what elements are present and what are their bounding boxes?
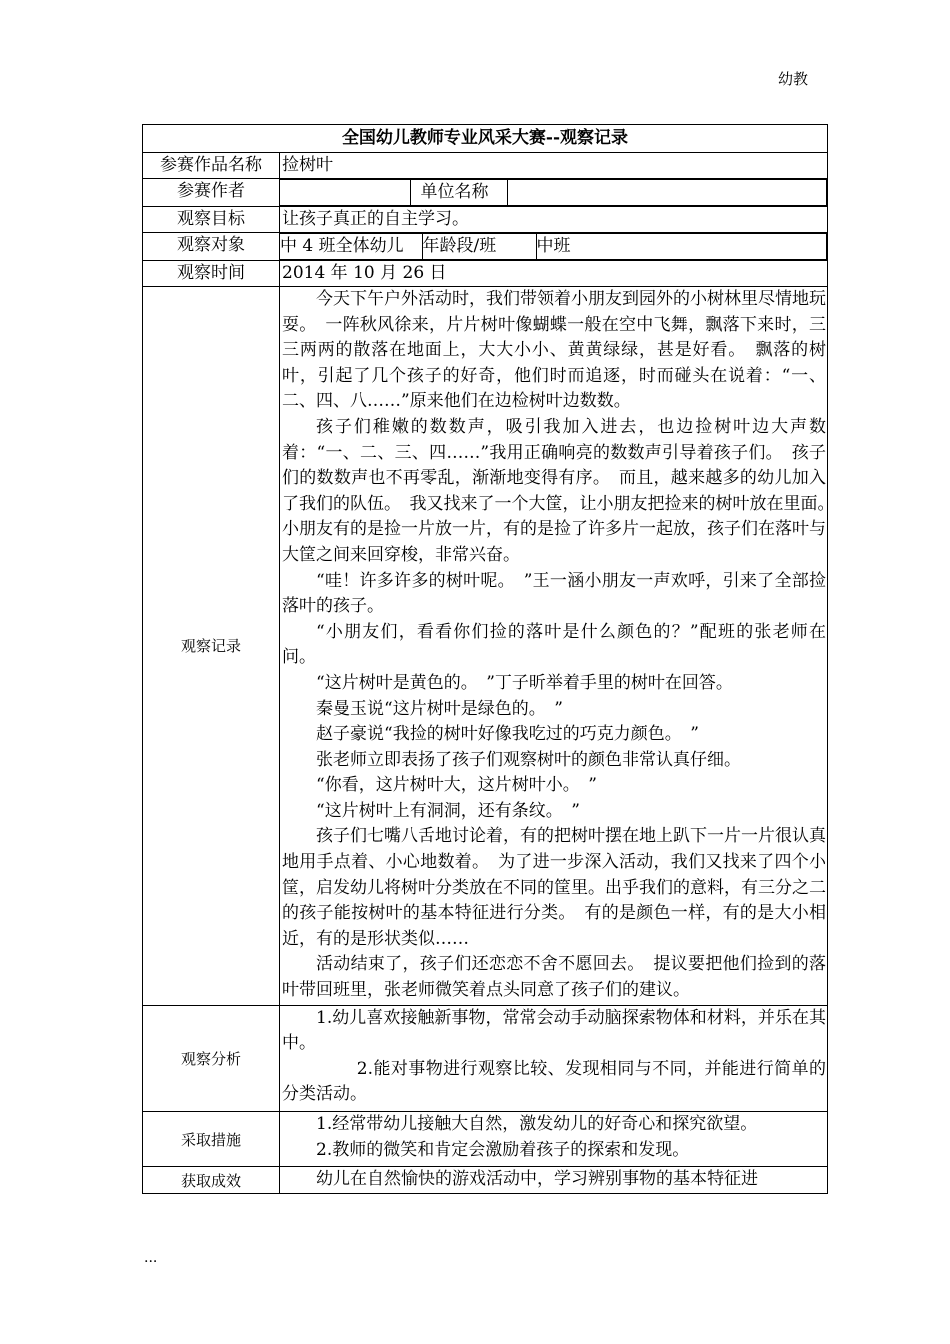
record-paragraph: “这片树叶是黄色的。 ”丁子昕举着手里的树叶在回答。 — [316, 672, 733, 693]
observation-record-table — [142, 124, 843, 1194]
unit-label: 单位名称 — [410, 180, 507, 206]
goal-value: 让孩子真正的自主学习。 — [280, 207, 828, 233]
author-unit-row — [280, 179, 827, 206]
measures-label: 采取措施 — [143, 1112, 280, 1167]
target-age-row — [280, 233, 827, 260]
analysis-label: 观察分析 — [143, 1005, 280, 1111]
age-value: 中班 — [536, 234, 827, 260]
age-label: 年龄段/班 — [422, 234, 536, 260]
record-paragraph: “这片树叶上有洞洞，还有条纹。 ” — [316, 800, 580, 821]
form-title: 全国幼儿教师专业风采大赛--观察记录 — [143, 125, 828, 153]
work-name-value: 捡树叶 — [280, 153, 828, 179]
results-label: 获取成效 — [143, 1167, 280, 1194]
record-paragraph: 张老师立即表扬了孩子们观察树叶的颜色非常认真仔细。 — [316, 749, 741, 770]
analysis-paragraph: 2.能对事物进行观察比较、发现相同与不同，并能进行简单的分类活动。 — [282, 1058, 826, 1105]
record-paragraph: “哇！许多许多的树叶呢。 ”王一涵小朋友一声欢呼，引来了全部捡落叶的孩子。 — [282, 570, 826, 617]
analysis-paragraph: 1.幼儿喜欢接触新事物，常常会动手动脑探索物体和材料，并乐在其中。 — [282, 1007, 826, 1054]
time-label: 观察时间 — [143, 261, 280, 287]
unit-value — [507, 180, 827, 206]
footer-dots: ... — [144, 1250, 158, 1266]
author-value — [280, 180, 410, 206]
record-paragraph: 今天下午户外活动时，我们带领着小朋友到园外的小树林里尽情地玩耍。 一阵秋风徐来，片片树叶像蝴蝶一般在空中飞舞，飘落下来时，三三两两的散落在地面上，大大小小、黄黄绿绿，甚是好看。 飘落的树叶，引起了几个孩子的好奇，他们时而追逐，时而碰头在说着：“一、二、四、八……”原来他们在边检树叶边数数。 — [282, 289, 826, 412]
target-label: 观察对象 — [143, 233, 280, 261]
record-paragraph: 孩子们七嘴八舌地讨论着，有的把树叶摆在地上趴下一片一片很认真地用手点着、小心地数着。 为了进一步深入活动，我们又找来了四个小筐，启发幼儿将树叶分类放在不同的筐里。出乎我们的意料，有三分之二的孩子能按树叶的基本特征进行分类。 有的是颜色一样，有的是大小相近，有的是形状类似…… — [282, 826, 826, 949]
author-label: 参赛作者 — [143, 179, 280, 207]
header-tag: 幼教 — [777, 70, 808, 88]
results-paragraph: 幼儿在自然愉快的游戏活动中，学习辨别事物的基本特征进 — [316, 1169, 758, 1190]
measures-paragraph: 1.经常带幼儿接触大自然，激发幼儿的好奇心和探究欲望。 — [316, 1114, 758, 1134]
time-value: 2014 年 10 月 26 日 — [280, 261, 828, 287]
record-paragraph: 孩子们稚嫩的数数声，吸引我加入进去，也边捡树叶边大声数着：“一、二、三、四……”我用正确响亮的数数声引导着孩子们。 孩子们的数数声也不再零乱，渐渐地变得有序。 而且，越来越多的幼儿加入了我们的队伍。 我又找来了一个大筐，让小朋友把捡来的树叶放在里面。 小朋友有的是捡一片放一片，有的是捡了许多片一起放，孩子们在落叶与大筐之间来回穿梭，非常兴奋。 — [282, 416, 843, 565]
work-name-label: 参赛作品名称 — [143, 153, 280, 179]
record-paragraph: 赵子豪说“我捡的树叶好像我吃过的巧克力颜色。 ” — [316, 724, 699, 745]
record-paragraph: 活动结束了，孩子们还恋恋不舍不愿回去。 提议要把他们捡到的落叶带回班里，张老师微笑着点头同意了孩子们的建议。 — [282, 954, 826, 1001]
analysis-content — [280, 1005, 828, 1111]
target-value: 中 4 班全体幼儿 — [280, 234, 422, 260]
record-paragraph: “你看，这片树叶大，这片树叶小。 ” — [316, 775, 597, 796]
results-content — [280, 1167, 828, 1194]
measures-paragraph: 2.教师的微笑和肯定会激励着孩子的探索和发现。 — [316, 1139, 690, 1160]
record-label: 观察记录 — [143, 287, 280, 1006]
record-paragraph: “小朋友们，看看你们捡的落叶是什么颜色的？”配班的张老师在问。 — [282, 621, 826, 668]
record-paragraph: 秦曼玉说“这片树叶是绿色的。 ” — [316, 698, 563, 719]
record-content — [280, 287, 843, 1006]
measures-content — [280, 1112, 828, 1167]
goal-label: 观察目标 — [143, 207, 280, 233]
